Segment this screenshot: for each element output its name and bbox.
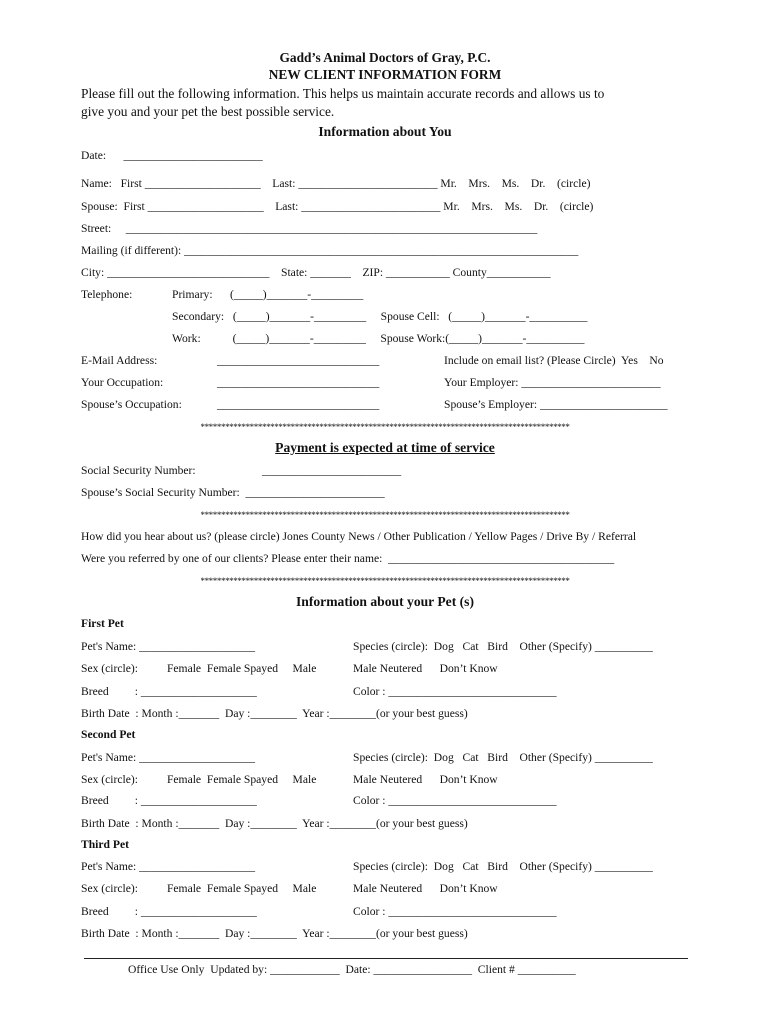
street-field[interactable]: Street: _______________________________________________________________________ [81, 222, 538, 235]
you-heading: Information about You [318, 124, 452, 139]
divider-stars-3: ****************************************************************************************** [200, 576, 570, 586]
payment-heading: Payment is expected at time of service [275, 440, 495, 455]
breed-field[interactable]: Breed : ____________________ [81, 794, 257, 807]
spouse-occupation-label: Spouse’s Occupation: [81, 398, 182, 411]
birth-date-field[interactable]: Birth Date : Month :_______ Day :________ Year :________(or your best guess) [81, 927, 468, 940]
sex-choice[interactable]: Sex (circle): Female Female Spayed Male [81, 662, 317, 675]
divider-stars-1: ****************************************************************************************** [200, 422, 570, 432]
spouse-employer-field[interactable]: Spouse’s Employer: ______________________ [444, 398, 668, 411]
sex-choice-more[interactable]: Male Neutered Don’t Know [353, 662, 498, 675]
mailing-field[interactable]: Mailing (if different): ____________________________________________________________________ [81, 244, 579, 257]
intro-line-2: give you and your pet the best possible service. [81, 104, 335, 119]
spouse-ssn-field[interactable]: Spouse’s Social Security Number: ________________________ [81, 486, 385, 499]
sex-choice-more[interactable]: Male Neutered Don’t Know [353, 882, 498, 895]
sex-choice[interactable]: Sex (circle): Female Female Spayed Male [81, 773, 317, 786]
referred-by-field[interactable]: Were you referred by one of our clients? Please enter their name: _______________________________________ [81, 552, 615, 565]
office-divider-line [84, 958, 688, 959]
third-pet-label: Third Pet [81, 838, 129, 851]
occupation-field[interactable]: ____________________________ [217, 376, 380, 389]
birth-date-field[interactable]: Birth Date : Month :_______ Day :________ Year :________(or your best guess) [81, 707, 468, 720]
species-choice[interactable]: Species (circle): Dog Cat Bird Other (Specify) __________ [353, 640, 653, 653]
pets-heading: Information about your Pet (s) [296, 594, 474, 609]
sex-choice-more[interactable]: Male Neutered Don’t Know [353, 773, 498, 786]
primary-phone-field[interactable]: Primary: (_____)_______-_________ [172, 288, 364, 301]
email-field[interactable]: ____________________________ [217, 354, 380, 367]
intro-line-1: Please fill out the following information. This helps us maintain accurate records and allows us to [81, 86, 605, 101]
city-state-zip-field[interactable]: City: ____________________________ State: _______ ZIP: ___________ County___________ [81, 266, 551, 279]
ssn-field[interactable]: ________________________ [262, 464, 402, 477]
breed-field[interactable]: Breed : ____________________ [81, 685, 257, 698]
pet-name-field[interactable]: Pet's Name: ____________________ [81, 751, 256, 764]
divider-stars-2: ****************************************************************************************** [200, 510, 570, 520]
telephone-label: Telephone: [81, 288, 133, 301]
breed-field[interactable]: Breed : ____________________ [81, 905, 257, 918]
date-field[interactable]: Date: ________________________ [81, 149, 263, 162]
hear-about-us-choice[interactable]: How did you hear about us? (please circle) Jones County News / Other Publication / Yellow Pages / Drive By / Referral [81, 530, 637, 543]
email-list-choice[interactable]: Include on email list? (Please Circle) Yes No [444, 354, 664, 367]
second-pet-label: Second Pet [81, 728, 136, 741]
work-phone-field[interactable]: Work: (_____)_______-_________ Spouse Work:(_____)_______-__________ [172, 332, 585, 345]
spouse-name-field[interactable]: Spouse: First ____________________ Last: ________________________ Mr. Mrs. Ms. Dr. (circle) [81, 200, 594, 213]
color-field[interactable]: Color : _____________________________ [353, 685, 557, 698]
color-field[interactable]: Color : _____________________________ [353, 905, 557, 918]
species-choice[interactable]: Species (circle): Dog Cat Bird Other (Specify) __________ [353, 860, 653, 873]
employer-field[interactable]: Your Employer: ________________________ [444, 376, 661, 389]
ssn-label: Social Security Number: [81, 464, 196, 477]
sex-choice[interactable]: Sex (circle): Female Female Spayed Male [81, 882, 317, 895]
practice-name: Gadd’s Animal Doctors of Gray, P.C. [279, 50, 491, 65]
name-field[interactable]: Name: First ____________________ Last: ________________________ Mr. Mrs. Ms. Dr. (circle) [81, 177, 591, 190]
pet-name-field[interactable]: Pet's Name: ____________________ [81, 860, 256, 873]
pet-name-field[interactable]: Pet's Name: ____________________ [81, 640, 256, 653]
color-field[interactable]: Color : _____________________________ [353, 794, 557, 807]
species-choice[interactable]: Species (circle): Dog Cat Bird Other (Specify) __________ [353, 751, 653, 764]
first-pet-label: First Pet [81, 617, 124, 630]
secondary-phone-field[interactable]: Secondary: (_____)_______-_________ Spouse Cell: (_____)_______-__________ [172, 310, 588, 323]
form-title: NEW CLIENT INFORMATION FORM [268, 67, 502, 82]
office-use-line: Office Use Only Updated by: ____________ Date: _________________ Client # __________ [128, 963, 576, 976]
birth-date-field[interactable]: Birth Date : Month :_______ Day :________ Year :________(or your best guess) [81, 817, 468, 830]
spouse-occupation-field[interactable]: ____________________________ [217, 398, 380, 411]
occupation-label: Your Occupation: [81, 376, 164, 389]
email-label: E-Mail Address: [81, 354, 158, 367]
